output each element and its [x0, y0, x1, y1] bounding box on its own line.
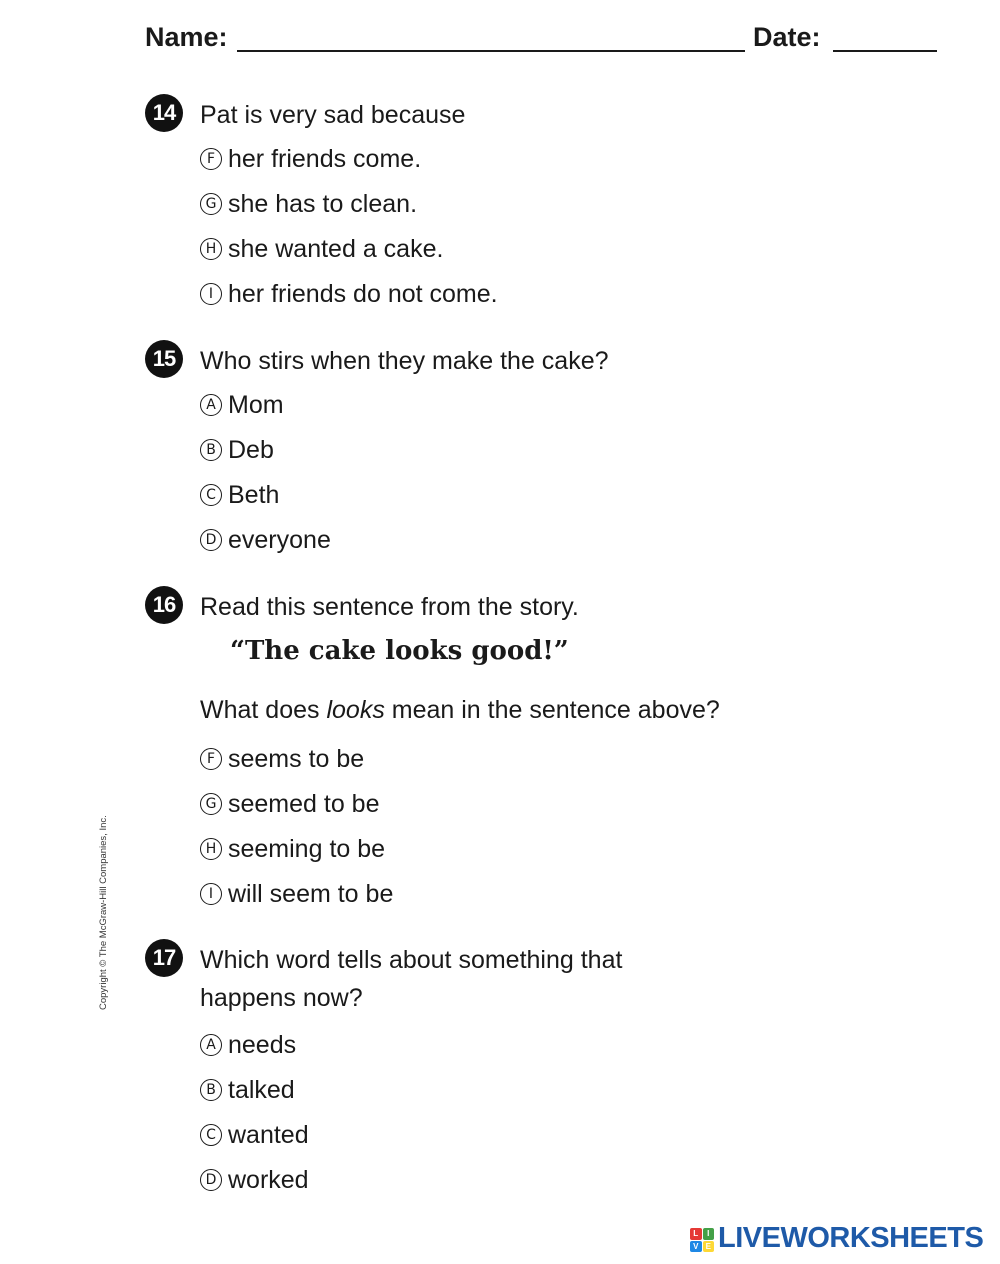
answer-text: Beth: [228, 480, 280, 509]
answer-option[interactable]: [200, 1157, 309, 1202]
prompt-emphasis: looks: [326, 696, 385, 724]
answer-bubble[interactable]: C: [200, 1124, 222, 1146]
answer-option[interactable]: [200, 517, 331, 562]
answer-bubble[interactable]: D: [200, 529, 222, 551]
logo-tile: I: [703, 1228, 715, 1240]
answer-bubble[interactable]: A: [200, 1034, 222, 1056]
logo-tile: L: [690, 1228, 702, 1240]
answer-option[interactable]: [200, 1067, 309, 1112]
answer-bubble[interactable]: G: [200, 793, 222, 815]
answer-text: talked: [228, 1075, 295, 1104]
answer-text: seeming to be: [228, 834, 386, 863]
answer-options: [200, 1022, 309, 1202]
answer-text: worked: [228, 1165, 309, 1194]
question-text: Who stirs when they make the cake?: [200, 347, 609, 375]
question-text: Read this sentence from the story.: [200, 593, 579, 621]
answer-text: she has to clean.: [228, 189, 418, 218]
answer-option[interactable]: [200, 382, 331, 427]
name-field[interactable]: [237, 50, 745, 52]
watermark-text: LIVEWORKSHEETS: [718, 1222, 984, 1254]
prompt-text: What does: [200, 696, 327, 724]
answer-option[interactable]: [200, 781, 393, 826]
answer-options: [200, 736, 393, 916]
answer-text: seemed to be: [228, 789, 380, 818]
question-text-line: Which word tells about something that: [200, 946, 623, 974]
answer-option[interactable]: [200, 1022, 309, 1067]
liveworksheets-logo-icon: [690, 1228, 714, 1252]
answer-bubble[interactable]: D: [200, 1169, 222, 1191]
answer-bubble[interactable]: A: [200, 394, 222, 416]
answer-option[interactable]: [200, 271, 498, 316]
answer-options: [200, 136, 498, 316]
copyright-notice: Copyright © The McGraw-Hill Companies, Inc.: [98, 815, 109, 1010]
story-quote: “The cake looks good!”: [230, 636, 569, 666]
answer-bubble[interactable]: G: [200, 193, 222, 215]
prompt-text: mean in the sentence above?: [384, 696, 720, 724]
answer-option[interactable]: [200, 826, 393, 871]
answer-option[interactable]: [200, 427, 331, 472]
answer-bubble[interactable]: F: [200, 148, 222, 170]
answer-text: she wanted a cake.: [228, 234, 444, 263]
answer-text: needs: [228, 1030, 297, 1059]
answer-option[interactable]: [200, 181, 498, 226]
date-field[interactable]: [833, 50, 937, 52]
answer-option[interactable]: [200, 226, 498, 271]
name-label: Name:: [145, 22, 228, 52]
answer-bubble[interactable]: C: [200, 484, 222, 506]
liveworksheets-watermark[interactable]: [690, 1222, 990, 1258]
logo-tile: V: [690, 1241, 702, 1253]
answer-bubble[interactable]: B: [200, 1079, 222, 1101]
question-prompt: [200, 696, 720, 725]
answer-text: will seem to be: [228, 879, 394, 908]
logo-tile: E: [703, 1241, 715, 1253]
answer-text: her friends do not come.: [228, 279, 498, 308]
answer-option[interactable]: [200, 736, 393, 781]
answer-option[interactable]: [200, 136, 498, 181]
question-number-badge: 15: [145, 340, 183, 378]
question-number-badge: 16: [145, 586, 183, 624]
answer-bubble[interactable]: B: [200, 439, 222, 461]
answer-text: her friends come.: [228, 144, 422, 173]
answer-text: Mom: [228, 390, 284, 419]
answer-bubble[interactable]: H: [200, 838, 222, 860]
answer-bubble[interactable]: I: [200, 883, 222, 905]
answer-text: Deb: [228, 435, 274, 464]
question-text: [200, 941, 740, 1017]
answer-bubble[interactable]: I: [200, 283, 222, 305]
answer-text: wanted: [228, 1120, 309, 1149]
question-text-line: happens now?: [200, 984, 363, 1012]
answer-bubble[interactable]: H: [200, 238, 222, 260]
worksheet-header: [145, 22, 940, 58]
question-number-badge: 17: [145, 939, 183, 977]
answer-option[interactable]: [200, 871, 393, 916]
answer-text: seems to be: [228, 744, 365, 773]
date-label: Date:: [753, 22, 821, 52]
answer-text: everyone: [228, 525, 331, 554]
answer-option[interactable]: [200, 472, 331, 517]
answer-option[interactable]: [200, 1112, 309, 1157]
question-number-badge: 14: [145, 94, 183, 132]
question-text: Pat is very sad because: [200, 101, 466, 129]
answer-options: [200, 382, 331, 562]
answer-bubble[interactable]: F: [200, 748, 222, 770]
